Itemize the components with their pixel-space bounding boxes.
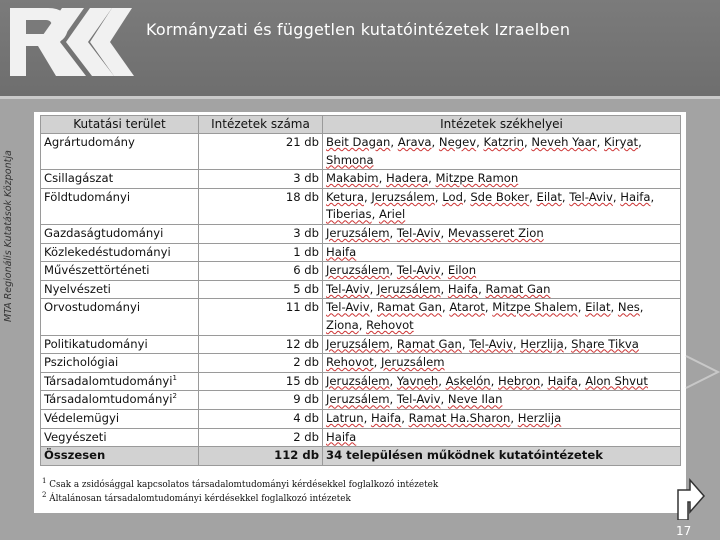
city-name: Shmona: [326, 152, 374, 167]
city-name: Mitzpe Shalem: [492, 300, 578, 315]
cell-cities: Tel-Aviv, Ramat Gan, Atarot, Mitzpe Shalem, Eilat, Nes, Ziona, Rehovot: [323, 299, 681, 335]
table-panel: [34, 112, 686, 513]
city-name: Jeruzsálem: [326, 373, 390, 388]
city-name: Jeruzsálem: [326, 336, 390, 351]
footnote-1: $^1$ Csak a zsidósággal kapcsolatos társadalomtudományi kérdésekkel foglalkozó intézetek: [42, 477, 439, 490]
city-name: Haifa: [326, 429, 357, 444]
cell-cities: Jeruzsálem, Ramat Gan, Tel-Aviv, Herzlija, Share Tikva: [323, 335, 681, 354]
cell-field: Vegyészeti: [41, 428, 199, 447]
city-name: Ariel: [378, 207, 406, 222]
city-name: Eilat: [585, 300, 611, 315]
footnotes: [42, 478, 438, 506]
city-name: Ramat Gan: [376, 300, 442, 315]
total-label: Összesen: [41, 447, 199, 466]
cell-count: 15 db: [199, 372, 323, 391]
cell-count: 5 db: [199, 280, 323, 299]
next-arrow-icon[interactable]: [684, 352, 720, 392]
cell-cities: Tel-Aviv, Jeruzsálem, Haifa, Ramat Gan: [323, 280, 681, 299]
cell-count: 6 db: [199, 262, 323, 281]
city-name: Atarot: [449, 300, 485, 315]
city-name: Nes: [617, 300, 640, 315]
cell-cities: Jeruzsálem, Yavneh, Askelón, Hebron, Haifa, Alon Shvut: [323, 372, 681, 391]
cell-cities: Jeruzsálem, Tel-Aviv, Neve Ilan: [323, 391, 681, 410]
cell-cities: Makabim, Hadera, Mitzpe Ramon: [323, 170, 681, 189]
cell-count: 2 db: [199, 428, 323, 447]
city-name: Tel-Aviv: [396, 392, 441, 407]
cell-count: 1 db: [199, 243, 323, 262]
city-name: Hebron: [498, 373, 541, 388]
cell-cities: Beit Dagan, Arava, Negev, Katzrin, Neveh Yaar, Kiryat, Shmona: [323, 134, 681, 170]
city-name: Arava: [397, 135, 432, 149]
side-caption: MTA Regionális Kutatások Központja: [3, 150, 14, 322]
city-name: Latrun: [326, 410, 364, 425]
city-name: Ziona: [326, 317, 359, 332]
city-name: Makabim: [326, 171, 379, 186]
table-row: [41, 299, 681, 335]
city-name: Katzrin: [483, 135, 524, 149]
city-name: Tel-Aviv: [396, 225, 441, 240]
city-name: Tel-Aviv: [326, 281, 370, 296]
cell-cities: [323, 243, 681, 262]
column-header-cities: Intézetek székhelyei: [323, 116, 681, 134]
city-name: Herzlija: [520, 336, 564, 351]
table-row: [41, 354, 681, 373]
cell-cities: Ketura, Jeruzsálem, Lod, Sde Boker, Eilat, Tel-Aviv, Haifa, Tiberias, Ariel: [323, 188, 681, 224]
city-name: Eilon: [447, 263, 477, 278]
city-name: Jeruzsálem: [376, 281, 441, 296]
city-name: Rehovot: [326, 355, 374, 370]
city-name: Tel-Aviv: [469, 336, 513, 351]
cell-field: Társadalomtudományi$^1$: [41, 372, 199, 391]
city-name: Jeruzsálem: [326, 263, 390, 278]
table-total-row: [41, 447, 681, 466]
city-name: Haifa: [620, 189, 651, 204]
city-name: Beit Dagan: [326, 135, 391, 149]
city-name: Haifa: [370, 410, 402, 425]
table-row: [41, 391, 681, 410]
city-name: Mevasseret Zion: [447, 225, 544, 240]
city-name: Jeruzsálem: [380, 355, 445, 370]
city-name: Tel-Aviv: [396, 263, 441, 278]
city-name: Hadera: [385, 171, 429, 186]
cell-cities: Latrun, Haifa, Ramat Ha.Sharon, Herzlija: [323, 409, 681, 428]
city-name: Eilat: [536, 189, 562, 204]
city-name: Lod: [442, 189, 463, 204]
total-summary: 34 településen működnek kutatóintézetek: [323, 447, 681, 466]
cell-field: Közlekedéstudományi: [41, 243, 199, 262]
cell-count: 21 db: [199, 134, 323, 170]
table-row: [41, 188, 681, 224]
city-name: Jeruzsálem: [326, 225, 390, 240]
cell-count: 3 db: [199, 224, 323, 243]
cell-count: 9 db: [199, 391, 323, 410]
cell-field: Politikatudományi: [41, 335, 199, 354]
column-header-field: Kutatási terület: [41, 116, 199, 134]
column-header-count: Intézetek száma: [199, 116, 323, 134]
table-row: [41, 243, 681, 262]
city-name: Tel-Aviv: [569, 189, 613, 204]
city-name: Rehovot: [366, 317, 414, 332]
cell-field: Társadalomtudományi$^2$: [41, 391, 199, 410]
cell-count: 3 db: [199, 170, 323, 189]
cell-field: Gazdaságtudományi: [41, 224, 199, 243]
header-divider: [0, 96, 720, 99]
cell-field: Csillagászat: [41, 170, 199, 189]
cell-field: Pszichológiai: [41, 354, 199, 373]
table-header-row: [41, 116, 681, 134]
city-name: Mitzpe Ramon: [435, 171, 519, 186]
city-name: Jeruzsálem: [371, 189, 435, 204]
table-row: [41, 409, 681, 428]
cell-count: 11 db: [199, 299, 323, 335]
cell-count: 12 db: [199, 335, 323, 354]
city-name: Ramat Ha.Sharon: [408, 410, 511, 425]
cell-count: 2 db: [199, 354, 323, 373]
city-name: Ramat Gan: [485, 281, 551, 296]
city-name: Herzlija: [517, 410, 562, 425]
city-name: Alon Shvut: [585, 373, 648, 388]
city-name: Jeruzsálem: [326, 392, 390, 407]
city-name: Ramat Gan: [396, 336, 462, 351]
cell-field: Agrártudomány: [41, 134, 199, 170]
city-name: Haifa: [447, 281, 479, 296]
navigation-return-icon[interactable]: [674, 476, 710, 520]
cell-count: 4 db: [199, 409, 323, 428]
city-name: Kiryat: [604, 135, 639, 149]
table-row: [41, 428, 681, 447]
cell-count: 18 db: [199, 188, 323, 224]
table-row: [41, 262, 681, 281]
total-count: 112 db: [199, 447, 323, 466]
page-title: Kormányzati és független kutatóintézetek Izraelben: [146, 20, 571, 39]
table-row: [41, 224, 681, 243]
logo-mark: [4, 2, 136, 80]
city-name: Neveh Yaar: [531, 135, 597, 149]
city-name: Tiberias: [326, 207, 372, 222]
cell-cities: Jeruzsálem, Tel-Aviv, Eilon: [323, 262, 681, 281]
page-number: 17: [676, 524, 692, 538]
table-body: [41, 134, 681, 466]
table-row: [41, 335, 681, 354]
cell-field: Művészettörténeti: [41, 262, 199, 281]
cell-cities: [323, 428, 681, 447]
city-name: Negev: [438, 135, 477, 149]
city-name: Haifa: [547, 373, 578, 388]
city-name: Sde Boker: [470, 189, 530, 204]
table-row: [41, 372, 681, 391]
cell-cities: Jeruzsálem, Tel-Aviv, Mevasseret Zion: [323, 224, 681, 243]
table-row: [41, 170, 681, 189]
table-row: [41, 134, 681, 170]
cell-field: Nyelvészeti: [41, 280, 199, 299]
research-table: [40, 115, 681, 466]
city-name: Tel-Aviv: [326, 300, 370, 315]
city-name: Yavneh: [396, 373, 439, 388]
cell-field: Orvostudományi: [41, 299, 199, 335]
city-name: Ketura: [326, 189, 364, 204]
cell-field: Földtudományi: [41, 188, 199, 224]
city-name: Askelón: [445, 373, 491, 388]
city-name: Haifa: [326, 244, 357, 259]
cell-field: Védelemügyi: [41, 409, 199, 428]
footnote-2: $^2$ Általánosan társadalomtudományi kérdésekkel foglalkozó intézetek: [42, 491, 351, 504]
city-name: Share Tikva: [571, 336, 639, 351]
cell-cities: Rehovot, Jeruzsálem: [323, 354, 681, 373]
city-name: Neve Ilan: [447, 392, 503, 407]
table-row: [41, 280, 681, 299]
